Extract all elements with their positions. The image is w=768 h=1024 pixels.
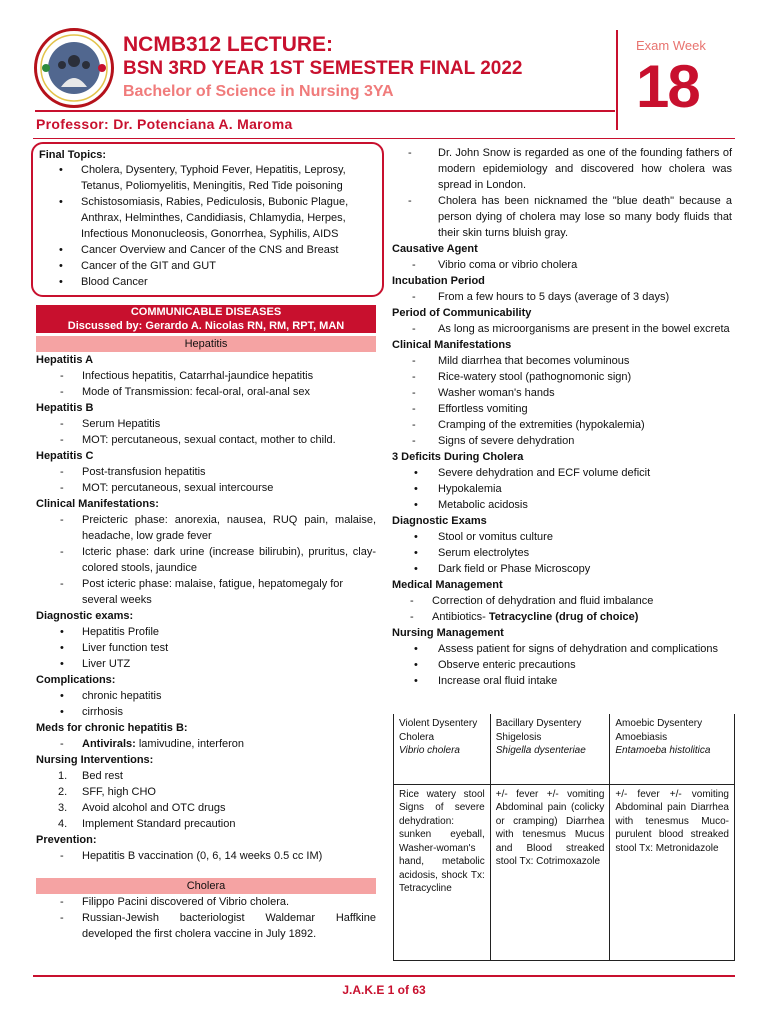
list-item: • Increase oral fluid intake [392, 673, 732, 689]
cell-line: Violent Dysentery [399, 718, 478, 729]
list-item: - MOT: percutaneous, sexual contact, mother to child. [36, 432, 376, 448]
cell-line: Shigella dysenteriae [495, 745, 586, 756]
heading-3-deficits: 3 Deficits During Cholera [392, 451, 524, 463]
list-item: - MOT: percutaneous, sexual intercourse [36, 480, 376, 496]
course-subtitle: BSN 3RD YEAR 1ST SEMESTER FINAL 2022 [123, 58, 523, 79]
antivirals-label: Antivirals: [82, 738, 136, 750]
jake-reviewer-logo [34, 28, 114, 108]
table-header-cell [490, 714, 610, 784]
topic-item: • Cancer of the GIT and GUT [59, 258, 376, 274]
list-item: - Preicteric phase: anorexia, nausea, RUQ pain, malaise, headache, low grade fever [36, 512, 376, 544]
heading-complications: Complications: [36, 674, 116, 686]
heading-incubation-period: Incubation Period [392, 275, 485, 287]
list-item: - Infectious hepatitis, Catarrhal-jaundice hepatitis [36, 368, 376, 384]
cell-line: Amoebiasis [615, 731, 668, 743]
list-item: 1. Bed rest [58, 770, 123, 782]
topic-item: • Schistosomiasis, Rabies, Pediculosis, Bubonic Plague, Anthrax, Helminthes, Candidiasis, Chlamydia, Herpes, Infectious Mononucleosis, Gonorrhea, Syphilis, AIDS [59, 194, 376, 242]
list-item-text: Bed rest [82, 770, 123, 782]
list-item: • Hepatitis Profile [36, 624, 376, 640]
exam-week-label: Exam Week [636, 38, 706, 53]
table-cell: +/- fever +/- vomiting Abdominal pain Diarrhea with tenesmus Muco-purulent blood streaked stool Tx: Metronidazole [610, 784, 735, 960]
topics-heading: Final Topics: [39, 149, 107, 161]
list-item-text: Implement Standard precaution [82, 818, 236, 830]
heading-medical-management: Medical Management [392, 579, 503, 591]
hepatitis-banner: Hepatitis [36, 336, 376, 352]
list-item [392, 609, 732, 625]
list-item: • Hypokalemia [392, 481, 732, 497]
cell-line: Cholera [399, 731, 435, 743]
heading-clinical-manifestations: Clinical Manifestations: [36, 498, 159, 510]
list-item: • Dark field or Phase Microscopy [392, 561, 732, 577]
table-row [394, 784, 735, 960]
list-item: 3. Avoid alcohol and OTC drugs [58, 802, 226, 814]
list-item: - Mild diarrhea that becomes voluminous [392, 353, 732, 369]
list-item: - As long as microorganisms are present in the bowel excreta [392, 321, 732, 337]
course-title: NCMB312 LECTURE: [123, 33, 334, 56]
list-item: - Mode of Transmission: fecal-oral, oral-anal sex [36, 384, 376, 400]
table-cell: Rice watery stool Signs of severe dehydration: sunken eyeball, Washer-woman's hand, metabolic acidosis, shock Tx: Tetracycline [394, 784, 491, 960]
list-item: 2. SFF, high CHO [58, 786, 156, 798]
header-rule [33, 138, 735, 139]
cholera-banner: Cholera [36, 878, 376, 894]
heading-clinical-manifestations: Clinical Manifestations [392, 339, 512, 351]
list-item: - Icteric phase: dark urine (increase bilirubin), pruritus, clay-colored stools, jaundice [36, 544, 376, 576]
heading-nursing-interventions: Nursing Interventions: [36, 754, 154, 766]
list-item: - Russian-Jewish bacteriologist Waldemar Haffkine developed the first cholera vaccine in July 1892. [36, 910, 376, 942]
page-footer: J.A.K.E 1 of 63 [342, 983, 426, 997]
antivirals-text: lamivudine, interferon [135, 738, 245, 750]
program-name: Bachelor of Science in Nursing 3YA [123, 83, 394, 100]
heading-hepatitis-b: Hepatitis B [36, 402, 94, 414]
list-item: - From a few hours to 5 days (average of 3 days) [392, 289, 732, 305]
exam-week-number: 18 [636, 53, 699, 120]
heading-diagnostic-exams: Diagnostic exams: [36, 610, 134, 622]
list-item: • cirrhosis [36, 704, 376, 720]
heading-communicability: Period of Communicability [392, 307, 532, 319]
list-item: - Vibrio coma or vibrio cholera [392, 257, 732, 273]
topics-list [39, 162, 376, 290]
drug-of-choice: Tetracycline (drug of choice) [488, 611, 639, 623]
list-item: • chronic hepatitis [36, 688, 376, 704]
list-item: - Post-transfusion hepatitis [36, 464, 376, 480]
list-item: • Severe dehydration and ECF volume deficit [392, 465, 732, 481]
heading-diagnostic-exams: Diagnostic Exams [392, 515, 487, 527]
table-row [394, 714, 735, 784]
right-column [392, 145, 732, 689]
list-item: • Observe enteric precautions [392, 657, 732, 673]
cell-line: Bacillary Dysentery [495, 718, 582, 729]
topic-item: • Cholera, Dysentery, Typhoid Fever, Hepatitis, Leprosy, Tetanus, Poliomyelitis, Meningitis, Red Tide poisoning [59, 162, 376, 194]
dysentery-comparison-table [393, 714, 735, 961]
list-item [36, 736, 376, 752]
cell-line: Shigelosis [495, 731, 542, 743]
list-item: - Dr. John Snow is regarded as one of the founding fathers of modern epidemiology and discovered how cholera was spread in London. [392, 145, 732, 193]
list-item-text: Avoid alcohol and OTC drugs [82, 802, 226, 814]
logo-seal-icon [37, 31, 111, 105]
heading-hepatitis-a: Hepatitis A [36, 354, 94, 366]
heading-hepatitis-c: Hepatitis C [36, 450, 94, 462]
header-vertical-divider [616, 30, 618, 130]
table-header-cell [394, 714, 491, 784]
cell-line: Entamoeba histolitica [615, 745, 711, 756]
topic-item: • Cancer Overview and Cancer of the CNS and Breast [59, 242, 376, 258]
list-item-text: SFF, high CHO [82, 786, 156, 798]
list-item: - Hepatitis B vaccination (0, 6, 14 weeks 0.5 cc IM) [36, 848, 376, 864]
section-banner [36, 305, 376, 333]
list-item: - Washer woman's hands [392, 385, 732, 401]
heading-causative-agent: Causative Agent [392, 243, 478, 255]
banner-title: COMMUNICABLE DISEASES [130, 306, 282, 318]
heading-nursing-management: Nursing Management [392, 627, 504, 639]
list-item: - Filippo Pacini discovered of Vibrio cholera. [36, 894, 376, 910]
topic-item: • Blood Cancer [59, 274, 376, 290]
title-divider [35, 110, 615, 112]
cell-line: Vibrio cholera [399, 745, 460, 756]
list-item: • Serum electrolytes [392, 545, 732, 561]
list-item: - Post icteric phase: malaise, fatigue, hepatomegaly for several weeks [36, 576, 376, 608]
list-item: • Stool or vomitus culture [392, 529, 732, 545]
list-item: • Liver UTZ [36, 656, 376, 672]
heading-meds: Meds for chronic hepatitis B: [36, 722, 188, 734]
table-header-cell [610, 714, 735, 784]
list-item: - Rice-watery stool (pathognomonic sign) [392, 369, 732, 385]
antibiotics-label: Antibiotics- [432, 611, 489, 623]
banner-presenter: Discussed by: Gerardo A. Nicolas RN, RM, RPT, MAN [67, 320, 345, 332]
list-item: - Serum Hepatitis [36, 416, 376, 432]
footer-rule [33, 975, 735, 977]
list-item: 4. Implement Standard precaution [58, 818, 236, 830]
list-item: - Effortless vomiting [392, 401, 732, 417]
list-item: - Cholera has been nicknamed the "blue death" because a person dying of cholera may lose so many body fluids that their skin turns bluish gray. [392, 193, 732, 241]
list-item: - Cramping of the extremities (hypokalemia) [392, 417, 732, 433]
list-item: - Signs of severe dehydration [392, 433, 732, 449]
list-item: • Liver function test [36, 640, 376, 656]
list-item: - Correction of dehydration and fluid imbalance [392, 593, 732, 609]
final-topics-box [31, 142, 384, 297]
list-item: • Assess patient for signs of dehydration and complications [392, 641, 732, 657]
professor-name: Professor: Dr. Potenciana A. Maroma [36, 116, 293, 132]
table-cell: +/- fever +/- vomiting Abdominal pain (colicky or cramping) Diarrhea with tenesmus Mucus and Blood streaked stool Tx: Cotrimoxazole [490, 784, 610, 960]
left-column [36, 305, 376, 942]
cell-line: Amoebic Dysentery [615, 718, 703, 729]
heading-prevention: Prevention: [36, 834, 97, 846]
list-item: • Metabolic acidosis [392, 497, 732, 513]
